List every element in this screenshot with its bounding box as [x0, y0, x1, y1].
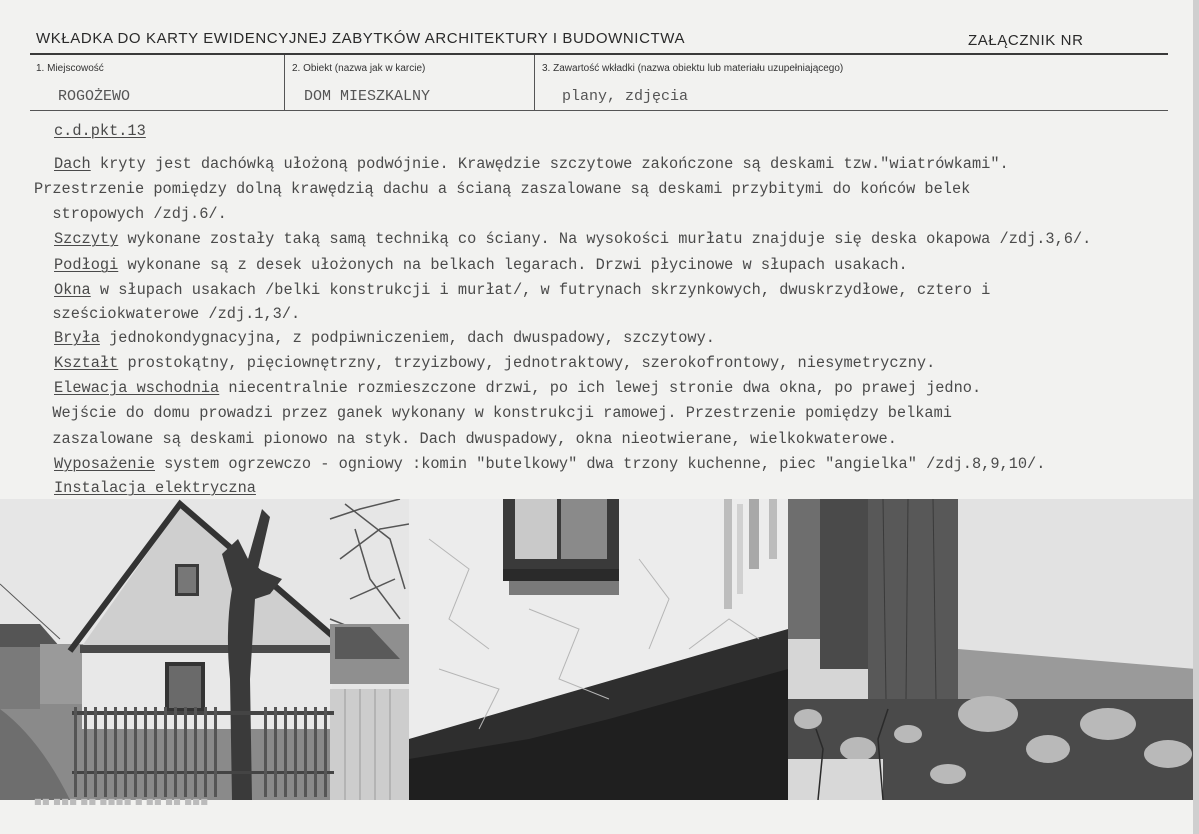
- field-value-object: DOM MIESZKALNY: [304, 88, 431, 105]
- printer-imprint: ■■ ■■■ ■■ ■■■■ ■ ■■ ■■ ■■■: [34, 797, 209, 806]
- field-value-contents: plany, zdjęcia: [562, 88, 689, 105]
- card-edge: [1193, 0, 1199, 834]
- text-line: zaszalowane są deskami pionowo na styk. Dach dwuspadowy, okna nieotwierane, wielkokwaterowe.: [34, 430, 897, 448]
- annex-label: ZAŁĄCZNIK NR: [968, 32, 1084, 49]
- text-line: Elewacja wschodnia niecentralnie rozmieszczone drzwi, po ich lewej stronie dwa okna, po prawej jedno.: [54, 379, 982, 397]
- house-gable-photo: [0, 499, 409, 800]
- field-value-locality: ROGOŻEWO: [58, 88, 131, 105]
- text-line: Podłogi wykonane są z desek ułożonych na belkach legarach. Drzwi płycinowe w słupach usakach.: [54, 256, 908, 274]
- text-line: Przestrzenie pomiędzy dolną krawędzią dachu a ścianą zaszalowane są deskami przybitymi do końców belek: [34, 180, 971, 198]
- text-line: Kształt prostokątny, pięciownętrzny, trzyizbowy, jednotraktowy, szerokofrontowy, niesymetryczny.: [54, 354, 936, 372]
- text-line: Szczyty wykonane zostały taką samą techniką co ściany. Na wysokości murłatu znajduje się deska okapowa /zdj.3,6/.: [54, 230, 1092, 248]
- text-line: sześciokwaterowe /zdj.1,3/.: [34, 305, 301, 323]
- wall-window-photo: [409, 499, 788, 800]
- text-line: c.d.pkt.13: [54, 122, 146, 140]
- field-label-contents: 3. Zawartość wkładki (nazwa obiektu lub materiału uzupełniającego): [542, 63, 844, 74]
- text-line: stropowych /zdj.6/.: [34, 205, 227, 223]
- foundation-detail-photo: [788, 499, 1196, 800]
- fields-rule: [30, 110, 1168, 111]
- text-line: Wyposażenie system ogrzewczo - ogniowy :komin "butelkowy" dwa trzony kuchenne, piec "angielka" /zdj.8,9,10/.: [54, 455, 1046, 473]
- field-label-locality: 1. Miejscowość: [36, 63, 104, 74]
- field-divider: [534, 55, 535, 110]
- header-rule: [30, 53, 1168, 55]
- text-line: Dach kryty jest dachówką ułożoną podwójnie. Krawędzie szczytowe zakończone są deskami tzw."wiatrówkami".: [54, 155, 1009, 173]
- field-divider: [284, 55, 285, 110]
- text-line: Instalacja elektryczna: [54, 479, 256, 497]
- text-line: Bryła jednokondygnacyjna, z podpiwniczeniem, dach dwuspadowy, szczytowy.: [54, 329, 715, 347]
- text-line: Okna w słupach usakach /belki konstrukcji i murłat/, w futrynach skrzynkowych, dwuskrzydłowe, cztero i: [54, 281, 991, 299]
- form-title: WKŁADKA DO KARTY EWIDENCYJNEJ ZABYTKÓW ARCHITEKTURY I BUDOWNICTWA: [36, 30, 686, 47]
- text-line: Wejście do domu prowadzi przez ganek wykonany w konstrukcji ramowej. Przestrzenie pomiędzy belkami: [34, 404, 952, 422]
- field-label-object: 2. Obiekt (nazwa jak w karcie): [292, 63, 426, 74]
